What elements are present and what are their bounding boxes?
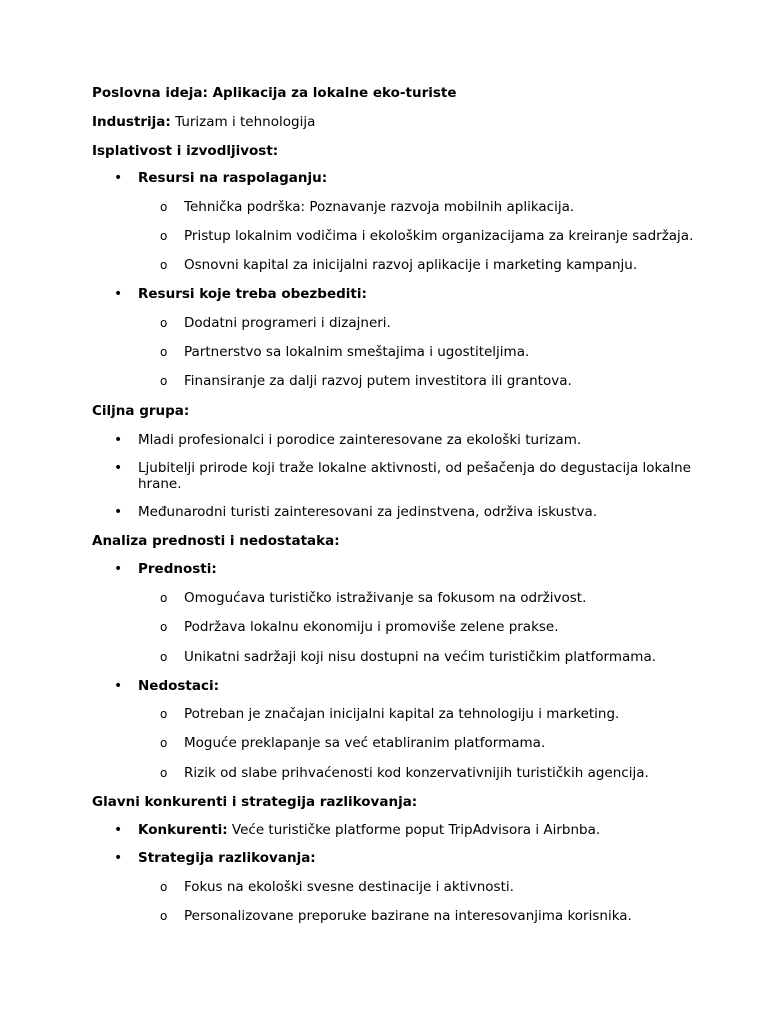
document-title: Poslovna ideja: Aplikacija za lokalne eko-turiste xyxy=(92,85,457,101)
bullet-marker: • xyxy=(114,170,123,186)
industry-label: Industrija: xyxy=(92,114,171,130)
sub-bullet-marker: o xyxy=(160,766,168,780)
sub-bullet-marker: o xyxy=(160,736,168,750)
sub-bullet-marker: o xyxy=(160,707,168,721)
bullet-marker: • xyxy=(114,561,123,577)
sub-bullet-marker: o xyxy=(160,909,168,923)
list-item: Mladi profesionalci i porodice zainteresovane za ekološki turizam. xyxy=(138,432,582,448)
list-item: Finansiranje za dalji razvoj putem investitora ili grantova. xyxy=(184,373,572,389)
bullet-marker: • xyxy=(114,850,123,866)
sub-bullet-marker: o xyxy=(160,591,168,605)
list-item: Dodatni programeri i dizajneri. xyxy=(184,315,391,331)
sub-bullet-marker: o xyxy=(160,316,168,330)
sub-bullet-marker: o xyxy=(160,345,168,359)
sub-bullet-marker: o xyxy=(160,200,168,214)
sub-bullet-marker: o xyxy=(160,374,168,388)
sub-bullet-marker: o xyxy=(160,258,168,272)
list-item: Potreban je značajan inicijalni kapital za tehnologiju i marketing. xyxy=(184,706,620,722)
sub-bullet-marker: o xyxy=(160,880,168,894)
competitors-line xyxy=(138,822,600,838)
bullet-marker: • xyxy=(114,460,123,476)
bullet-marker: • xyxy=(114,432,123,448)
target-group-heading: Ciljna grupa: xyxy=(92,403,190,419)
analysis-heading: Analiza prednosti i nedostataka: xyxy=(92,533,340,549)
list-item: Podržava lokalnu ekonomiju i promoviše zelene prakse. xyxy=(184,619,559,635)
list-item: Međunarodni turisti zainteresovani za jedinstvena, održiva iskustva. xyxy=(138,504,598,520)
industry-value: Turizam i tehnologija xyxy=(170,114,316,130)
sub-bullet-marker: o xyxy=(160,229,168,243)
list-item: Moguće preklapanje sa već etabliranim platformama. xyxy=(184,735,546,751)
list-item-continuation: hrane. xyxy=(138,476,182,492)
list-item: Ljubitelji prirode koji traže lokalne aktivnosti, od pešačenja do degustacija lokalne xyxy=(138,460,691,476)
feasibility-heading: Isplativost i izvodljivost: xyxy=(92,143,279,159)
needed-resources-label: Resursi koje treba obezbediti: xyxy=(138,286,367,302)
bullet-marker: • xyxy=(114,286,123,302)
list-item: Personalizovane preporuke bazirane na interesovanjima korisnika. xyxy=(184,908,632,924)
competition-heading: Glavni konkurenti i strategija razlikovanja: xyxy=(92,794,418,810)
competitors-label: Konkurenti: xyxy=(138,822,228,838)
list-item: Osnovni kapital za inicijalni razvoj aplikacije i marketing kampanju. xyxy=(184,257,638,273)
list-item: Partnerstvo sa lokalnim smeštajima i ugostiteljima. xyxy=(184,344,530,360)
list-item: Rizik od slabe prihvaćenosti kod konzervativnijih turističkih agencija. xyxy=(184,765,649,781)
strategy-label: Strategija razlikovanja: xyxy=(138,850,316,866)
list-item: Tehnička podrška: Poznavanje razvoja mobilnih aplikacija. xyxy=(184,199,575,215)
available-resources-label: Resursi na raspolaganju: xyxy=(138,170,328,186)
cons-label: Nedostaci: xyxy=(138,678,220,694)
list-item: Fokus na ekološki svesne destinacije i aktivnosti. xyxy=(184,879,514,895)
sub-bullet-marker: o xyxy=(160,650,168,664)
bullet-marker: • xyxy=(114,504,123,520)
competitors-value: Veće turističke platforme poput TripAdvisora i Airbnba. xyxy=(227,822,601,838)
pros-label: Prednosti: xyxy=(138,561,217,577)
industry-line xyxy=(92,114,315,130)
bullet-marker: • xyxy=(114,822,123,838)
list-item: Unikatni sadržaji koji nisu dostupni na većim turističkim platformama. xyxy=(184,649,657,665)
list-item: Omogućava turističko istraživanje sa fokusom na održivost. xyxy=(184,590,587,606)
list-item: Pristup lokalnim vodičima i ekološkim organizacijama za kreiranje sadržaja. xyxy=(184,228,694,244)
bullet-marker: • xyxy=(114,678,123,694)
sub-bullet-marker: o xyxy=(160,620,168,634)
